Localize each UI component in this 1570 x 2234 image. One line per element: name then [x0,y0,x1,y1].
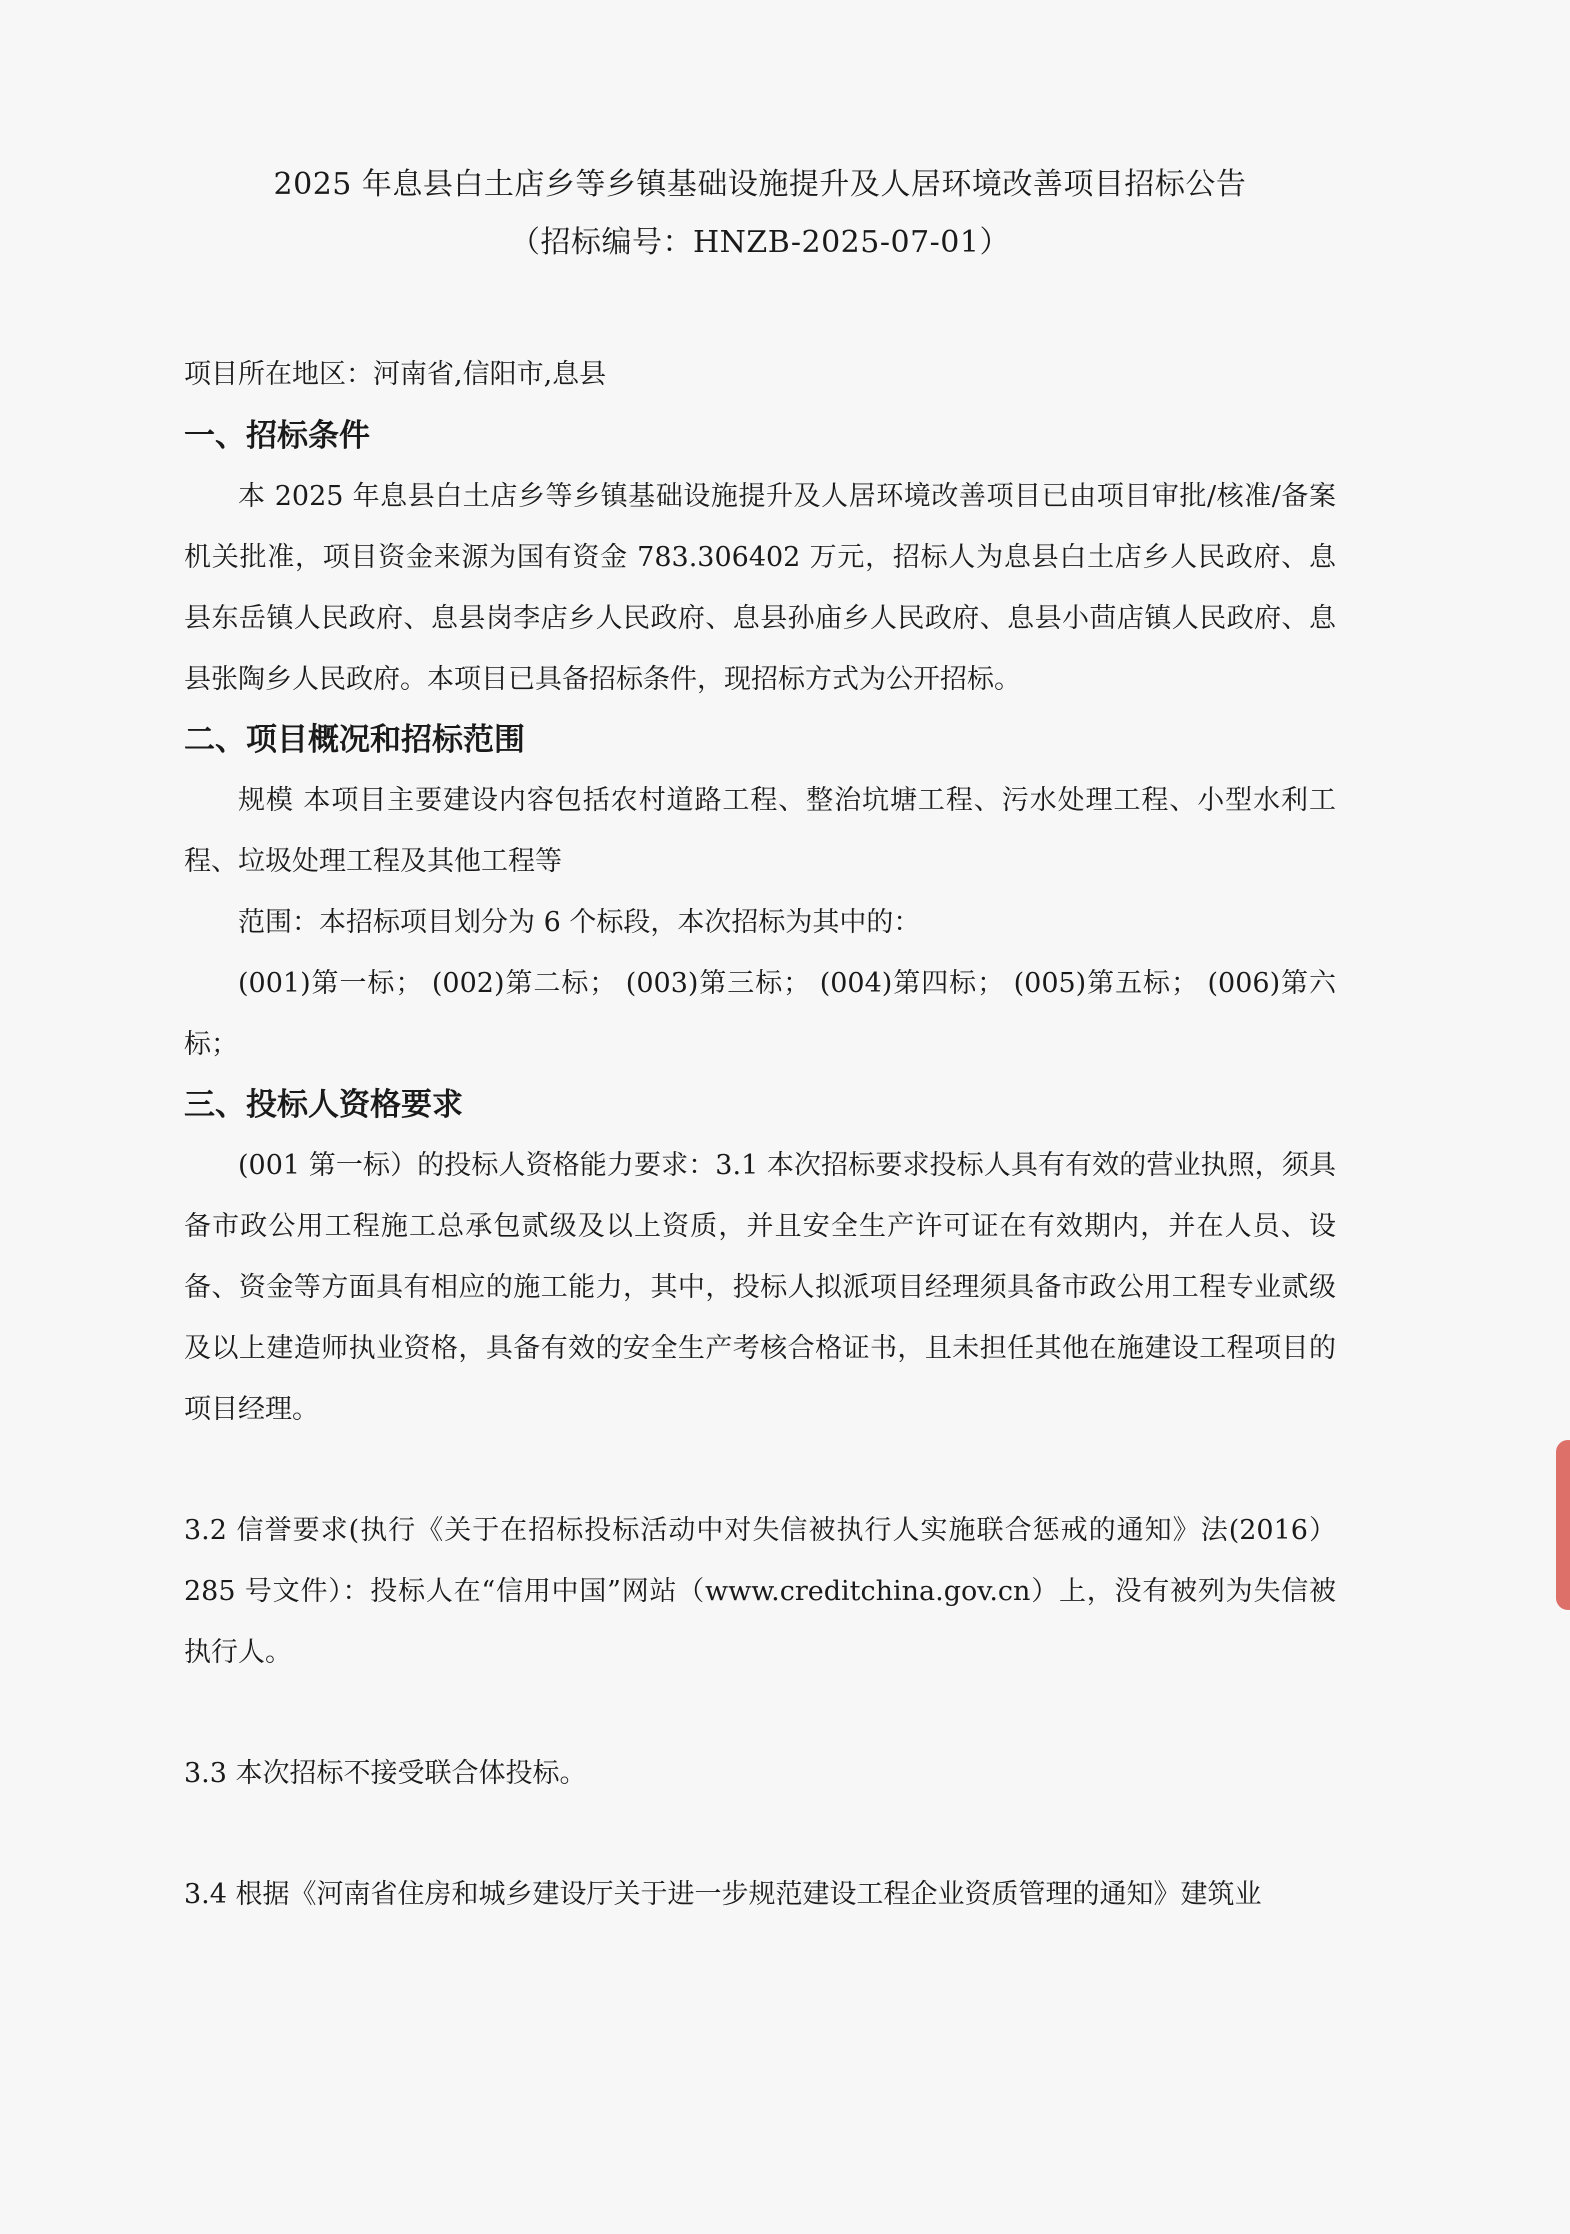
section-project-overview [184,710,1336,1075]
paragraph: 本 2025 年息县白土店乡等乡镇基础设施提升及人居环境改善项目已由项目审批/核准/备案机关批准，项目资金来源为国有资金 783.306402 万元，招标人为息县白土店乡人民政府、息县东岳镇人民政府、息县岗李店乡人民政府、息县孙庙乡人民政府、息县小茴店镇人民政府、息县张陶乡人民政府。本项目已具备招标条件，现招标方式为公开招标。 [184,481,1336,695]
paragraph: 规模 本项目主要建设内容包括农村道路工程、整治坑塘工程、污水处理工程、小型水利工程、垃圾处理工程及其他工程等 [184,785,1336,877]
section-heading: 二、项目概况和招标范围 [184,722,525,758]
section-heading: 一、招标条件 [184,418,370,454]
spacer [184,1804,1336,1864]
section-tender-conditions [184,406,1336,710]
section-heading: 三、投标人资格要求 [184,1087,463,1123]
project-location: 项目所在地区：河南省,信阳市,息县 [184,359,607,390]
tender-number: （招标编号：HNZB-2025-07-01） [510,225,1010,260]
spacer [184,1440,1336,1500]
lot-list: (001)第一标； (002)第二标； (003)第三标； (004)第四标； (005)第五标； (006)第六标； [184,968,1336,1060]
paragraph: 范围：本招标项目划分为 6 个标段，本次招标为其中的： [238,907,921,938]
document-body [184,156,1336,1925]
section-bidder-qualification [184,1075,1336,1925]
document-title: 2025 年息县白土店乡等乡镇基础设施提升及人居环境改善项目招标公告 [273,167,1247,202]
paragraph: 3.4 根据《河南省住房和城乡建设厅关于进一步规范建设工程企业资质管理的通知》建筑业 [184,1879,1262,1910]
paragraph: 3.3 本次招标不接受联合体投标。 [184,1758,587,1789]
paragraph: (001 第一标）的投标人资格能力要求：3.1 本次招标要求投标人具有有效的营业执照，须具备市政公用工程施工总承包贰级及以上资质，并且安全生产许可证在有效期内，并在人员、设备、资金等方面具有相应的施工能力，其中，投标人拟派项目经理须具备市政公用工程专业贰级及以上建造师执业资格，具备有效的安全生产考核合格证书，且未担任其他在施建设工程项目的项目经理。 [184,1150,1336,1425]
paragraph: 3.2 信誉要求(执行《关于在招标投标活动中对失信被执行人实施联合惩戒的通知》法(2016）285 号文件）：投标人在“信用中国”网站（www.creditchina.gov.cn）上，没有被列为失信被执行人。 [184,1515,1336,1668]
red-stamp-edge [1556,1440,1570,1610]
spacer [184,1683,1336,1743]
